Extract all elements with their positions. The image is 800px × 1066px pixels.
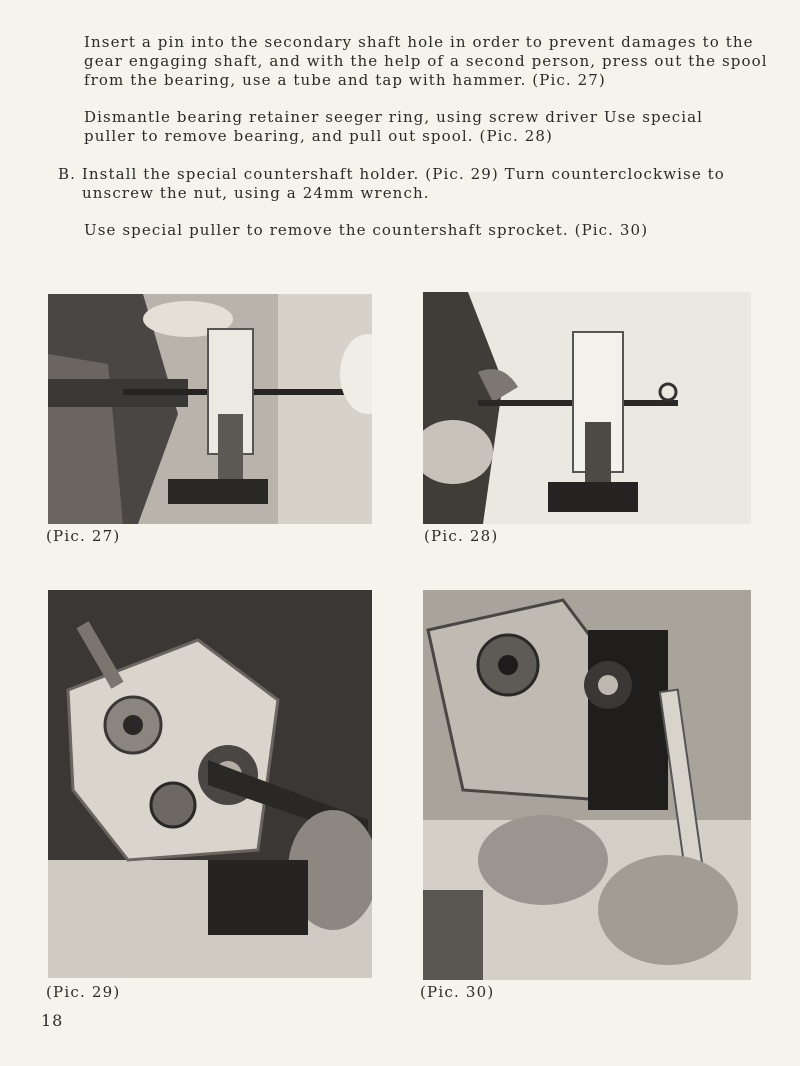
text-line: Use special puller to remove the countershaft sprocket. (Pic. 30) <box>84 221 649 239</box>
caption-pic-30: (Pic. 30) <box>420 983 495 1001</box>
paragraph-dismantle-bearing <box>84 108 703 146</box>
photo-28-illustration <box>423 292 751 524</box>
text-line: gear engaging shaft, and with the help of a second person, press out the spool <box>84 52 768 70</box>
text-line: puller to remove bearing, and pull out spool. (Pic. 28) <box>84 127 554 145</box>
paragraph-install-holder <box>58 165 725 203</box>
text-line: B. Install the special countershaft holder. (Pic. 29) Turn counterclockwise to <box>58 165 725 183</box>
caption-pic-28: (Pic. 28) <box>424 527 499 545</box>
photo-27-illustration <box>48 294 372 524</box>
photo-30-illustration <box>423 590 751 980</box>
text-line: unscrew the nut, using a 24mm wrench. <box>82 184 430 202</box>
paragraph-press-out-spool <box>84 33 768 90</box>
page-number: 18 <box>41 1011 64 1030</box>
paragraph-remove-sprocket <box>84 221 648 240</box>
caption-pic-27: (Pic. 27) <box>46 527 121 545</box>
photo-pic-29 <box>48 590 372 978</box>
text-line: from the bearing, use a tube and tap with hammer. (Pic. 27) <box>84 71 606 89</box>
photo-29-illustration <box>48 590 372 978</box>
photo-pic-30 <box>423 590 751 980</box>
photo-pic-28 <box>423 292 751 524</box>
text-line: Insert a pin into the secondary shaft hole in order to prevent damages to the <box>84 33 754 51</box>
text-line: Dismantle bearing retainer seeger ring, using screw driver Use special <box>84 108 704 126</box>
photo-pic-27 <box>48 294 372 524</box>
caption-pic-29: (Pic. 29) <box>46 983 121 1001</box>
